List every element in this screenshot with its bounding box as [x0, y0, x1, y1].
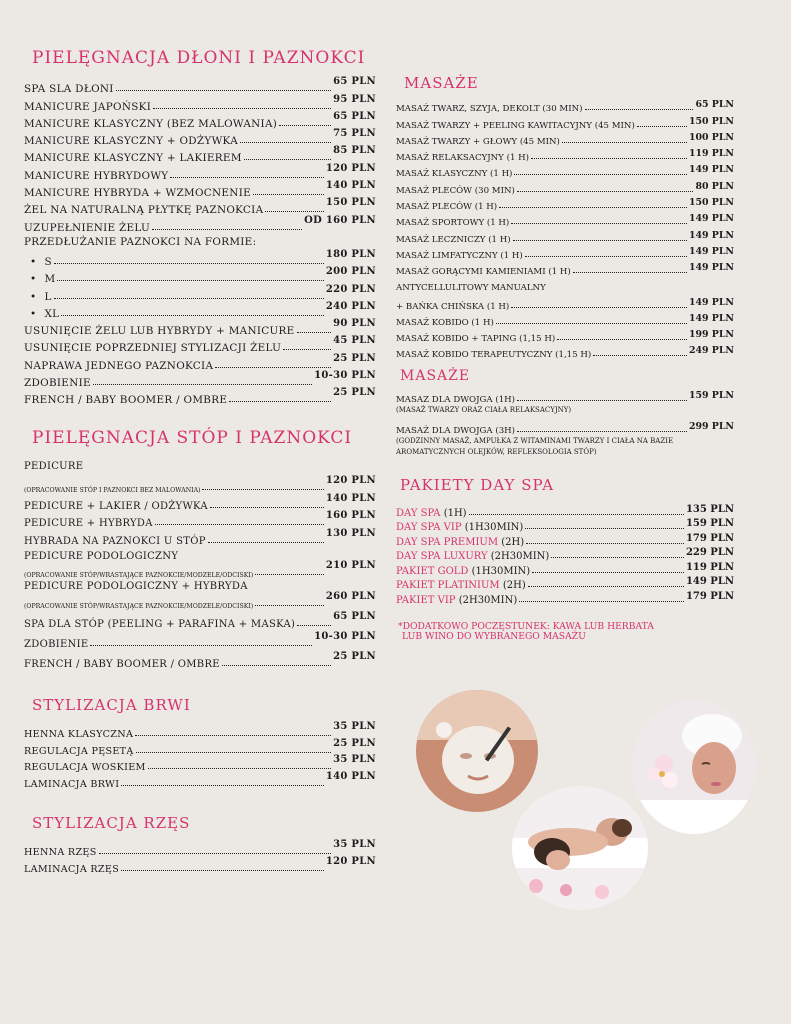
brows-title: STYLIZACJA BRWI	[32, 695, 191, 714]
package-name: PAKIET GOLD	[396, 565, 469, 577]
service-price: 179 PLN	[685, 532, 734, 544]
price-row	[396, 228, 734, 244]
towel-flower-image	[632, 700, 756, 834]
couple-massage-image	[512, 786, 648, 910]
price-row	[24, 839, 376, 859]
service-name: SPA SLA DŁONI	[24, 83, 114, 96]
price-row	[396, 312, 734, 328]
service-price: 120 PLN	[325, 855, 376, 867]
service-name: MASAŻ RELAKSACYJNY (1 H)	[396, 153, 529, 164]
service-price: 150 PLN	[325, 197, 376, 209]
service-name: MASAŻ KLASYCZNY (1 H)	[396, 169, 513, 180]
service-price: 119 PLN	[685, 561, 734, 573]
service-price: 179 PLN	[685, 590, 734, 602]
lashes-title: STYLIZACJA RZĘS	[32, 813, 191, 832]
package-name: DAY SPA PREMIUM	[396, 536, 499, 548]
service-name: HENNA KLASYCZNA	[24, 729, 134, 741]
service-price: 249 PLN	[688, 345, 734, 357]
service-name: MASAŻ TWARZ, SZYJA, DEKOLT (30 MIN)	[396, 104, 583, 115]
service-price: 220 PLN	[325, 283, 376, 295]
podo2-heading: PEDICURE PODOLOGICZNY + HYBRYDA	[24, 580, 248, 592]
anti-heading: ANTYCELLULITOWY MANUALNY	[396, 283, 546, 294]
service-name: LAMINACJA BRWI	[24, 778, 120, 790]
price-row	[24, 372, 376, 389]
service-note: (GODZINNY MASAŻ, AMPUŁKA Z WITAMINAMI TWARZY I CIAŁA NA BAZIE	[396, 437, 674, 446]
service-price: 299 PLN	[688, 421, 734, 433]
service-price: 149 PLN	[688, 312, 734, 324]
package-time: (2H30MIN)	[458, 594, 518, 606]
price-row	[396, 261, 734, 277]
service-name: PEDICURE + HYBRYDA	[24, 518, 153, 530]
price-row	[24, 95, 376, 112]
service-name: MANICURE HYBRYDOWY	[24, 169, 169, 182]
service-name: MASAZ DLA DWOJGA (1H)	[396, 394, 516, 405]
service-name: MASAŻ PLECÓW (30 MIN)	[396, 185, 515, 196]
price-row	[24, 590, 376, 610]
service-price: 130 PLN	[325, 527, 376, 539]
service-price: 260 PLN	[325, 590, 376, 602]
price-row	[396, 179, 734, 195]
service-name: + BAŃKA CHIŃSKA (1 H)	[396, 301, 510, 312]
service-price: 150 PLN	[688, 197, 734, 209]
service-price: 85 PLN	[333, 145, 376, 157]
price-row	[24, 248, 376, 268]
service-price: 35 PLN	[333, 721, 376, 733]
service-price: 149 PLN	[688, 296, 734, 308]
price-row	[396, 114, 734, 130]
service-price: 10-30 PLN	[314, 630, 376, 642]
price-row	[24, 216, 376, 233]
service-name: ŻEL NA NATURALNĄ PŁYTKĘ PAZNOKCIA	[24, 204, 264, 217]
price-row	[396, 295, 734, 311]
price-row	[24, 164, 376, 181]
price-row	[24, 559, 376, 579]
service-name: LAMINACJA RZĘS	[24, 863, 120, 875]
service-name: PEDICURE + LAKIER / ODŻYWKA	[24, 500, 208, 512]
service-name: MASAŻ KOBIDO (1 H)	[396, 317, 494, 328]
price-row	[396, 504, 734, 519]
service-price: 75 PLN	[333, 128, 376, 140]
service-price: 140 PLN	[325, 492, 376, 504]
service-price: 120 PLN	[325, 475, 376, 487]
service-name: MASAŻ DLA DWOJGA (3H)	[396, 426, 516, 437]
service-price: 150 PLN	[688, 115, 734, 127]
service-subtitle: (OPRACOWANIE STÓP I PAZNOKCI BEZ MALOWANIA)	[24, 487, 201, 495]
package-time: (1H30MIN)	[471, 565, 531, 577]
service-price: 159 PLN	[688, 389, 734, 401]
service-price: 119 PLN	[688, 148, 734, 160]
price-row	[396, 519, 734, 534]
service-price: 35 PLN	[333, 754, 376, 766]
footnote-line-2: LUB WINO DO WYBRANEGO MASAŻU	[402, 630, 586, 642]
service-name: MASAŻ KOBIDO + TAPING (1,15 H)	[396, 334, 556, 345]
service-name: MASAŻ SPORTOWY (1 H)	[396, 218, 510, 229]
service-price: 65 PLN	[333, 610, 376, 622]
service-price: 180 PLN	[325, 248, 376, 260]
service-price: 140 PLN	[325, 180, 376, 192]
service-price: 149 PLN	[688, 164, 734, 176]
service-name: MANICURE HYBRYDA + WZMOCNENIE	[24, 187, 251, 200]
size-name: • XL	[24, 308, 59, 320]
service-price: 149 PLN	[688, 229, 734, 241]
service-price: 25 PLN	[333, 737, 376, 749]
service-price: 149 PLN	[688, 262, 734, 274]
price-row	[396, 147, 734, 163]
price-row	[24, 268, 376, 285]
service-note: AROMATYCZNYCH OLEJKÓW, REFLEKSOLOGIA STÓP)	[396, 448, 597, 457]
extension-heading: PRZEDŁUŻANIE PAZNOKCI NA FORMIE:	[24, 235, 257, 248]
price-row	[396, 388, 734, 404]
price-row	[396, 562, 734, 577]
hands-title: PIELĘGNACJA DŁONI I PAZNOKCI	[32, 48, 366, 68]
couples-list	[396, 388, 734, 458]
price-row	[24, 300, 376, 320]
package-time: (2H)	[501, 536, 525, 548]
service-subtitle: (OPRACOWANIE STÓP/WRASTAJĄCE PAZNOKCIE/MODZELE/ODCISKI)	[24, 571, 254, 579]
price-row	[396, 344, 734, 360]
service-name: FRENCH / BABY BOOMER / OMBRE	[24, 658, 220, 670]
service-price: 65 PLN	[333, 76, 376, 88]
service-price: 65 PLN	[695, 99, 734, 111]
price-row	[24, 630, 376, 650]
service-name: MASAŻ LIMFATYCZNY (1 H)	[396, 250, 523, 261]
facial-mask-image	[416, 690, 538, 812]
service-price: 120 PLN	[325, 162, 376, 174]
service-price: 149 PLN	[688, 213, 734, 225]
service-price: 160 PLN	[325, 510, 376, 522]
packages-list	[396, 504, 734, 606]
podo-heading: PEDICURE PODOLOGICZNY	[24, 550, 179, 562]
price-row	[396, 98, 734, 114]
massage-list	[396, 98, 734, 360]
facial-mask-photo	[416, 690, 538, 812]
service-name: MANICURE KLASYCZNY + LAKIEREM	[24, 152, 242, 165]
service-price: 240 PLN	[325, 300, 376, 312]
price-row	[24, 529, 376, 547]
price-row	[396, 196, 734, 212]
pedicure-heading: PEDICURE	[24, 461, 84, 473]
service-name: MANICURE JAPOŃSKI	[24, 100, 152, 113]
price-row	[24, 737, 376, 757]
service-price: 140 PLN	[325, 770, 376, 782]
service-price: 25 PLN	[333, 387, 376, 399]
service-price: 25 PLN	[333, 352, 376, 364]
price-row	[396, 212, 734, 228]
footnote	[398, 622, 734, 642]
couples-title: MASAŻE	[400, 368, 471, 385]
hands-list	[24, 78, 376, 406]
price-row	[396, 548, 734, 563]
service-price: 135 PLN	[685, 503, 734, 515]
price-row	[24, 855, 376, 875]
towel-flower-photo	[632, 700, 756, 834]
price-row	[24, 754, 376, 774]
price-row	[24, 147, 376, 164]
price-row	[24, 610, 376, 630]
size-name: • M	[24, 273, 55, 285]
service-note: (MASAŻ TWARZY ORAZ CIAŁA RELAKSACYJNY)	[396, 405, 572, 414]
service-name: ZDOBIENIE	[24, 377, 91, 390]
package-time: (2H30MIN)	[490, 551, 550, 563]
service-name: HENNA RZĘS	[24, 847, 97, 859]
lashes-list	[24, 839, 376, 875]
service-price: 149 PLN	[685, 576, 734, 588]
service-name: USUNIĘCIE POPRZEDNIEJ STYLIZACJI ŻELU	[24, 342, 282, 355]
package-time: (1H30MIN)	[464, 522, 524, 534]
service-price: 200 PLN	[325, 266, 376, 278]
service-price: 95 PLN	[333, 93, 376, 105]
size-name: • L	[24, 291, 52, 303]
service-name: USUNIĘCIE ŻELU LUB HYBRYDY + MANICURE	[24, 325, 295, 338]
price-row	[24, 110, 376, 130]
package-time: (2H)	[502, 580, 526, 592]
feet-title: PIELĘGNACJA STÓP I PAZNOKCI	[32, 428, 353, 449]
price-row	[24, 182, 376, 199]
price-row	[24, 389, 376, 406]
service-price: 210 PLN	[325, 559, 376, 571]
feet-list	[24, 460, 376, 670]
price-row	[396, 420, 734, 436]
couple-massage-photo	[512, 786, 648, 910]
service-name: ZDOBIENIE	[24, 638, 89, 650]
service-name: MASAŻ TWARZY + GŁOWY (45 MIN)	[396, 136, 560, 147]
service-price: 90 PLN	[333, 318, 376, 330]
service-subtitle: (OPRACOWANIE STÓP/WRASTAJĄCE PAZNOKCIE/MODZELE/ODCISKI)	[24, 602, 254, 610]
service-price: 35 PLN	[333, 839, 376, 851]
price-row	[24, 512, 376, 530]
service-price: 10-30 PLN	[314, 370, 376, 382]
service-name: REGULACJA PĘSETĄ	[24, 745, 134, 757]
price-row	[24, 770, 376, 790]
massage-title: MASAŻE	[404, 74, 479, 92]
service-name: NAPRAWA JEDNEGO PAZNOKCIA	[24, 359, 214, 372]
service-price: 65 PLN	[333, 110, 376, 122]
left-column	[24, 48, 376, 875]
service-name: SPA DLA STÓP (PEELING + PARAFINA + MASKA)	[24, 618, 296, 630]
price-row	[24, 130, 376, 147]
size-name: • S	[24, 256, 52, 268]
price-row	[396, 328, 734, 344]
service-name: MASAŻ LECZNICZY (1 H)	[396, 234, 511, 245]
package-name: DAY SPA	[396, 507, 441, 519]
price-row	[396, 577, 734, 592]
price-row	[396, 245, 734, 261]
footnote-line-1: *DODATKOWO POCZĘSTUNEK: KAWA LUB HERBATA	[398, 620, 654, 632]
price-row	[24, 474, 376, 494]
right-column	[396, 74, 734, 642]
service-name: MANICURE KLASYCZNY (BEZ MALOWANIA)	[24, 117, 278, 130]
package-name: DAY SPA VIP	[396, 522, 462, 534]
package-name: PAKIET VIP	[396, 594, 456, 606]
price-row	[24, 650, 376, 670]
service-price: 45 PLN	[333, 335, 376, 347]
service-price: 159 PLN	[685, 518, 734, 530]
price-row	[24, 337, 376, 354]
price-row	[24, 320, 376, 337]
price-row	[396, 163, 734, 179]
service-name: MASAŻ TWARZY + PEELING KAWITACYJNY (45 MIN)	[396, 120, 635, 131]
service-price: 100 PLN	[688, 131, 734, 143]
price-row	[24, 721, 376, 741]
service-name: FRENCH / BABY BOOMER / OMBRE	[24, 394, 228, 407]
service-name: MASAŻ KOBIDO TERAPEUTYCZNY (1,15 H)	[396, 350, 592, 361]
service-price: 25 PLN	[333, 650, 376, 662]
service-price: 229 PLN	[685, 547, 734, 559]
service-name: UZUPEŁNIENIE ŻELU	[24, 221, 151, 234]
packages-title: PAKIETY DAY SPA	[400, 476, 555, 495]
price-row	[24, 494, 376, 512]
service-name: REGULACJA WOSKIEM	[24, 762, 146, 774]
service-price: OD 160 PLN	[304, 214, 376, 226]
package-time: (1H)	[443, 507, 467, 519]
service-name: MASAŻ GORĄCYMI KAMIENIAMI (1 H)	[396, 267, 571, 278]
brows-list	[24, 721, 376, 790]
service-price: 149 PLN	[688, 245, 734, 257]
price-row	[396, 533, 734, 548]
service-name: HYBRADA NA PAZNOKCI U STÓP	[24, 535, 206, 547]
service-price: 199 PLN	[688, 329, 734, 341]
price-row	[396, 591, 734, 606]
price-row	[24, 78, 376, 95]
package-name: PAKIET PLATINIUM	[396, 580, 500, 592]
service-price: 80 PLN	[695, 180, 734, 192]
price-row	[24, 285, 376, 302]
package-name: DAY SPA LUXURY	[396, 551, 488, 563]
price-row	[396, 131, 734, 147]
service-name: MANICURE KLASYCZNY + ODŻYWKA	[24, 135, 239, 148]
service-name: MASAŻ PLECÓW (1 H)	[396, 202, 498, 213]
